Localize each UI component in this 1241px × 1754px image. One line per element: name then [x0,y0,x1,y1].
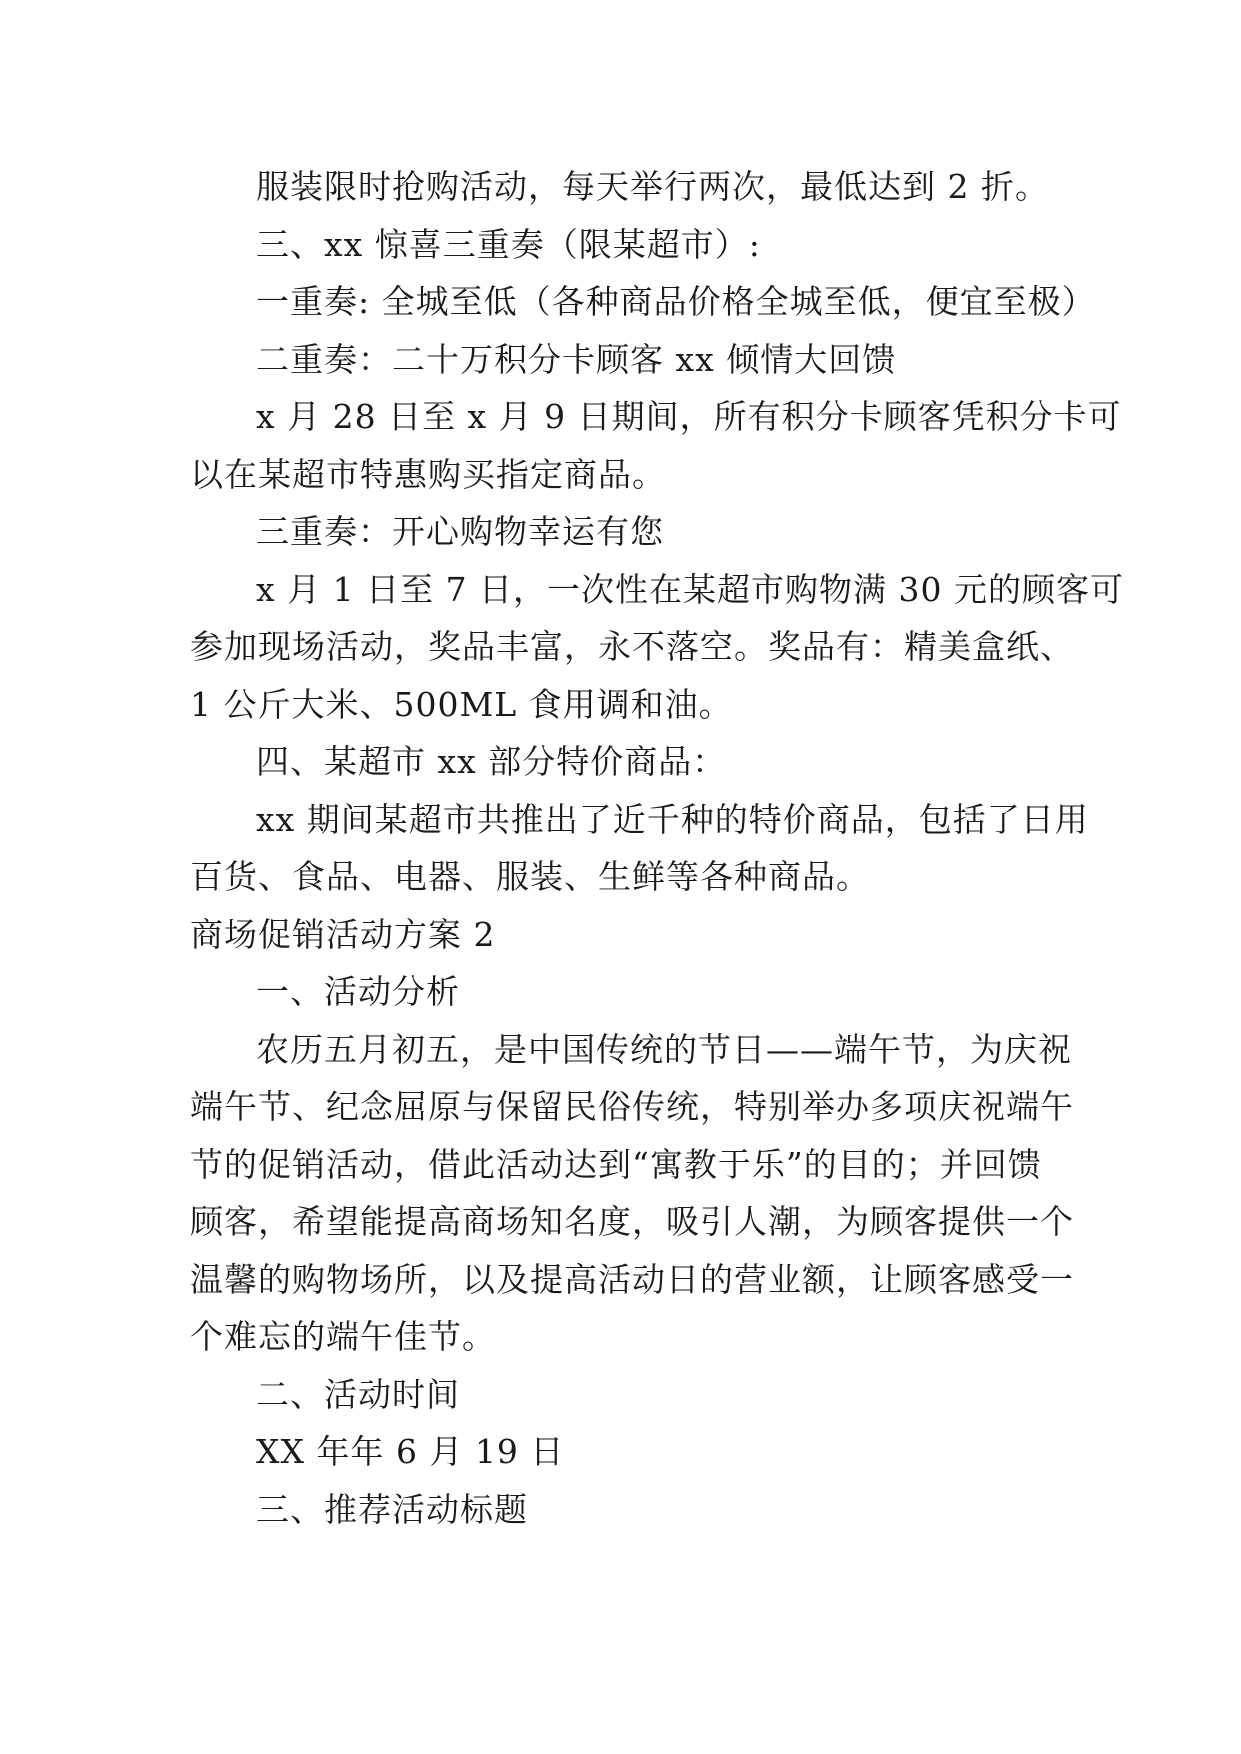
paragraph-line: 农历五月初五，是中国传统的节日——端午节，为庆祝 [256,1029,1072,1069]
paragraph-line: 二重奏：二十万积分卡顾客 xx 倾情大回馈 [256,339,897,379]
section-heading: 三、xx 惊喜三重奏（限某超市）: [256,224,761,264]
paragraph-line: 三重奏：开心购物幸运有您 [256,512,664,551]
paragraph-line: 服装限时抢购活动，每天举行两次，最低达到 2 折。 [256,167,1049,206]
paragraph-line: x 月 1 日至 7 日，一次性在某超市购物满 30 元的顾客可 [256,569,1125,609]
paragraph-line: 以在某超市特惠购买指定商品。 [190,454,666,494]
paragraph-line: 一重奏: 全城至低（各种商品价格全城至低，便宜至极） [256,282,1096,321]
section-heading: 一、活动分析 [256,972,460,1011]
paragraph-line: x 月 28 日至 x 月 9 日期间，所有积分卡顾客凭积分卡可 [256,397,1122,436]
section-heading: 二、活动时间 [256,1374,460,1414]
paragraph-line: 1 公斤大米、500ML 食用调和油。 [190,684,733,724]
paragraph-line: 参加现场活动，奖品丰富，永不落空。奖品有：精美盒纸、 [190,627,1074,666]
paragraph-line: 温馨的购物场所，以及提高活动日的营业额，让顾客感受一 [190,1259,1074,1299]
paragraph-line: 端午节、纪念屈原与保留民俗传统，特别举办多项庆祝端午 [190,1087,1074,1126]
paragraph-line: 节的促销活动，借此活动达到“寓教于乐”的目的；并回馈 [190,1144,1042,1184]
paragraph-line: XX 年年 6 月 19 日 [256,1432,565,1471]
section-heading: 三、推荐活动标题 [256,1489,528,1529]
paragraph-line: xx 期间某超市共推出了近千种的特价商品，包括了日用 [256,799,1089,839]
paragraph-line: 顾客，希望能提高商场知名度，吸引人潮，为顾客提供一个 [190,1202,1074,1241]
document-title: 商场促销活动方案 2 [190,914,496,954]
paragraph-line: 百货、食品、电器、服装、生鲜等各种商品。 [190,857,870,896]
section-heading: 四、某超市 xx 部分特价商品： [256,742,727,781]
document-body [190,158,1125,1538]
paragraph-line: 个难忘的端午佳节。 [190,1317,496,1356]
